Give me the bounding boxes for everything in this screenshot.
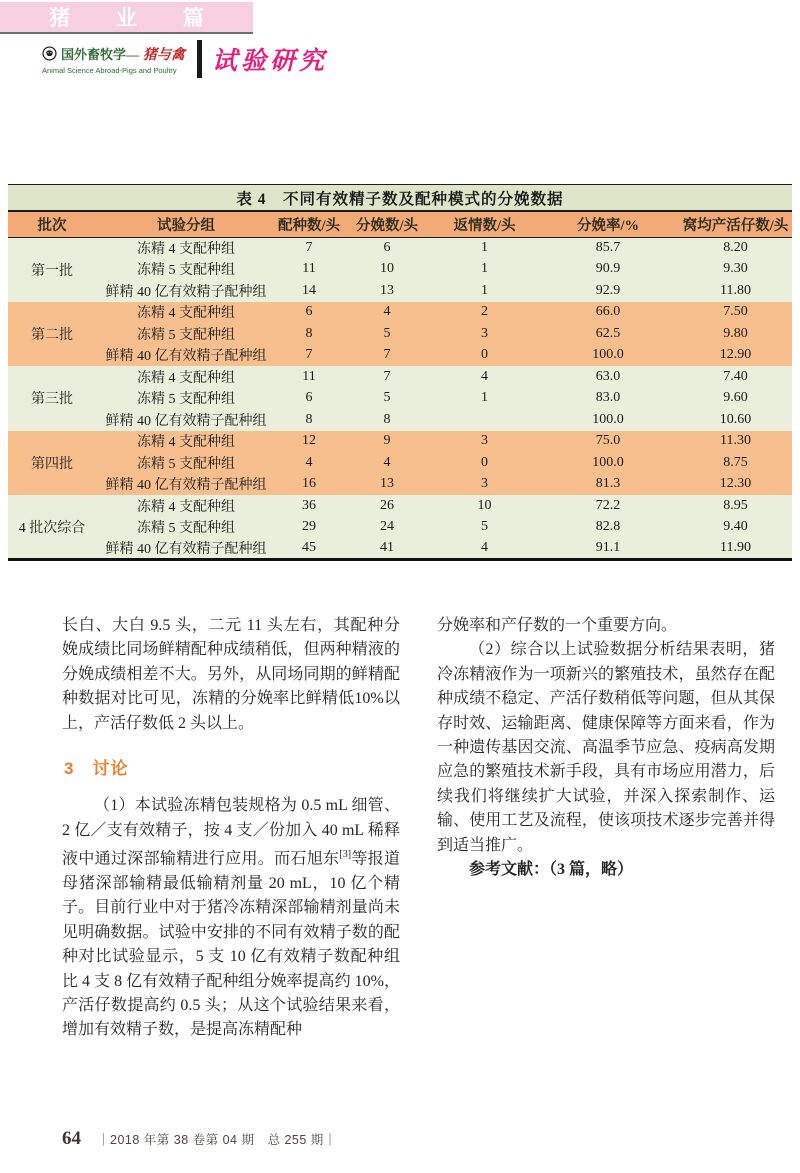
table-cell: 9.80 bbox=[679, 323, 792, 345]
table-cell: 鲜精 40 亿有效精子配种组 bbox=[96, 474, 276, 496]
table-cell: 8 bbox=[276, 409, 342, 431]
table-column-header: 分娩率/% bbox=[537, 212, 679, 237]
table-column-header: 批次 bbox=[8, 212, 96, 237]
journal-name-cn: 国外畜牧学— bbox=[61, 47, 140, 62]
table-cell: 冻精 4 支配种组 bbox=[96, 495, 276, 517]
table-cell: 29 bbox=[276, 517, 342, 539]
table-cell: 16 bbox=[276, 474, 342, 496]
table-cell: 8 bbox=[342, 409, 432, 431]
section-banner bbox=[0, 2, 253, 34]
table-cell: 10 bbox=[342, 259, 432, 281]
table-cell: 6 bbox=[276, 388, 342, 410]
table-cell: 11.30 bbox=[679, 431, 792, 453]
citation-marker: [3] bbox=[339, 849, 352, 861]
table-cell: 1 bbox=[432, 388, 537, 410]
paragraph bbox=[62, 794, 400, 1042]
table-cell: 85.7 bbox=[537, 237, 679, 259]
table-cell: 9.30 bbox=[679, 259, 792, 281]
table-cell: 8.20 bbox=[679, 237, 792, 259]
table-cell: 冻精 4 支配种组 bbox=[96, 237, 276, 259]
table-header-row bbox=[8, 212, 792, 237]
table-cell: 7 bbox=[276, 345, 342, 367]
table-cell bbox=[432, 409, 537, 431]
table-cell: 冻精 4 支配种组 bbox=[96, 302, 276, 324]
table-cell: 11.80 bbox=[679, 280, 792, 302]
table-cell: 11.90 bbox=[679, 538, 792, 560]
table-cell: 8.95 bbox=[679, 495, 792, 517]
table-cell: 3 bbox=[432, 431, 537, 453]
table-cell: 63.0 bbox=[537, 366, 679, 388]
table-cell: 鲜精 40 亿有效精子配种组 bbox=[96, 280, 276, 302]
table-cell: 冻精 5 支配种组 bbox=[96, 452, 276, 474]
table-column-header: 窝均产活仔数/头 bbox=[679, 212, 792, 237]
table-body bbox=[8, 237, 792, 560]
table-cell: 9.60 bbox=[679, 388, 792, 410]
table-cell: 11 bbox=[276, 366, 342, 388]
pig-logo-icon bbox=[42, 46, 57, 61]
batch-cell: 第一批 bbox=[8, 237, 96, 302]
batch-cell: 第四批 bbox=[8, 431, 96, 496]
table-cell: 12.90 bbox=[679, 345, 792, 367]
table-cell: 3 bbox=[432, 474, 537, 496]
issue-info: ｜2018 年第 38 卷第 04 期 总 255 期｜ bbox=[97, 1133, 337, 1147]
table-cell: 5 bbox=[342, 388, 432, 410]
table-cell: 90.9 bbox=[537, 259, 679, 281]
table-cell: 鲜精 40 亿有效精子配种组 bbox=[96, 538, 276, 560]
table-cell: 26 bbox=[342, 495, 432, 517]
table-cell: 100.0 bbox=[537, 452, 679, 474]
table-cell: 冻精 4 支配种组 bbox=[96, 366, 276, 388]
table-cell: 82.8 bbox=[537, 517, 679, 539]
table-cell: 冻精 5 支配种组 bbox=[96, 388, 276, 410]
table-cell: 7.50 bbox=[679, 302, 792, 324]
table-header-row bbox=[8, 212, 792, 237]
table-cell: 4 bbox=[276, 452, 342, 474]
journal-masthead bbox=[42, 40, 328, 78]
table-cell: 9 bbox=[342, 431, 432, 453]
table-cell: 8 bbox=[276, 323, 342, 345]
table-cell: 83.0 bbox=[537, 388, 679, 410]
batch-cell: 第三批 bbox=[8, 366, 96, 431]
table-cell: 24 bbox=[342, 517, 432, 539]
table-cell: 5 bbox=[432, 517, 537, 539]
section-banner-label: 猪 业 篇 bbox=[49, 7, 224, 30]
table-cell: 9.40 bbox=[679, 517, 792, 539]
farrowing-table bbox=[8, 212, 792, 561]
table-cell: 7.40 bbox=[679, 366, 792, 388]
body-column-right bbox=[437, 614, 775, 882]
table-cell: 72.2 bbox=[537, 495, 679, 517]
table-cell: 1 bbox=[432, 259, 537, 281]
table-cell: 92.9 bbox=[537, 280, 679, 302]
paragraph: 分娩率和产仔数的一个重要方向。 bbox=[437, 617, 678, 634]
table-cell: 冻精 4 支配种组 bbox=[96, 431, 276, 453]
column-label: 试验研究 bbox=[212, 48, 329, 75]
table-row bbox=[8, 280, 792, 302]
table-cell: 8.75 bbox=[679, 452, 792, 474]
table-cell: 5 bbox=[342, 323, 432, 345]
table-cell: 0 bbox=[432, 452, 537, 474]
table-4-wrap bbox=[8, 184, 792, 561]
table-column-header: 试验分组 bbox=[96, 212, 276, 237]
table-cell: 45 bbox=[276, 538, 342, 560]
table-cell: 13 bbox=[342, 280, 432, 302]
paragraph: 长白、大白 9.5 头，二元 11 头左右，其配种分娩成绩比同场鲜精配种成绩稍低，但两种精液的分娩成绩相差不大。另外，从同场同期的鲜精配种数据对比可见，冻精的分娩率比鲜精低10%以上，产活仔数低 2 头以上。 bbox=[62, 617, 400, 732]
paragraph: （2）综合以上试验数据分析结果表明，猪冷冻精液作为一项新兴的繁殖技术，虽然存在配种成绩不稳定、产活仔数稍低等问题，但从其保存时效、运输距离、健康保障等方面来看，作为一种遗传基因交流、高温季节应急、疫病高发期应急的繁殖技术新手段，具有市场应用潜力，后续我们将继续扩大试验，并深入探索制作、运输、使用工艺及流程，使该项技术逐步完善并得到适当推广。 bbox=[437, 641, 775, 854]
table-cell: 4 bbox=[342, 302, 432, 324]
table-cell: 7 bbox=[342, 345, 432, 367]
table-cell: 13 bbox=[342, 474, 432, 496]
references-note: 参考文献：（3 篇，略） bbox=[469, 861, 634, 879]
table-row bbox=[8, 495, 792, 517]
table-cell: 12.30 bbox=[679, 474, 792, 496]
table-cell: 10 bbox=[432, 495, 537, 517]
table-row bbox=[8, 474, 792, 496]
table-row bbox=[8, 431, 792, 453]
table-cell: 81.3 bbox=[537, 474, 679, 496]
table-cell: 7 bbox=[276, 237, 342, 259]
table-cell: 1 bbox=[432, 237, 537, 259]
table-cell: 鲜精 40 亿有效精子配种组 bbox=[96, 409, 276, 431]
table-cell: 100.0 bbox=[537, 345, 679, 367]
table-cell: 4 bbox=[342, 452, 432, 474]
table-title: 表 4 不同有效精子数及配种模式的分娩数据 bbox=[8, 185, 792, 212]
table-cell: 7 bbox=[342, 366, 432, 388]
table-cell: 冻精 5 支配种组 bbox=[96, 259, 276, 281]
table-row bbox=[8, 517, 792, 539]
table-row bbox=[8, 388, 792, 410]
table-row bbox=[8, 345, 792, 367]
table-cell: 66.0 bbox=[537, 302, 679, 324]
table-row bbox=[8, 237, 792, 259]
table-cell: 4 bbox=[432, 366, 537, 388]
table-cell: 3 bbox=[432, 323, 537, 345]
table-column-header: 分娩数/头 bbox=[342, 212, 432, 237]
journal-name-pigs-poultry: 猪与禽 bbox=[143, 47, 186, 63]
table-cell: 36 bbox=[276, 495, 342, 517]
table-cell: 11 bbox=[276, 259, 342, 281]
table-cell: 4 bbox=[432, 538, 537, 560]
table-cell: 41 bbox=[342, 538, 432, 560]
table-row bbox=[8, 323, 792, 345]
section-heading-discussion: 3 讨论 bbox=[64, 759, 129, 779]
table-column-header: 配种数/头 bbox=[276, 212, 342, 237]
table-cell: 冻精 5 支配种组 bbox=[96, 323, 276, 345]
table-row bbox=[8, 452, 792, 474]
table-cell: 100.0 bbox=[537, 409, 679, 431]
table-cell: 75.0 bbox=[537, 431, 679, 453]
table-cell: 6 bbox=[276, 302, 342, 324]
page-number: 64 bbox=[62, 1128, 81, 1149]
journal-logo-block bbox=[42, 40, 185, 78]
table-cell: 14 bbox=[276, 280, 342, 302]
table-cell: 1 bbox=[432, 280, 537, 302]
table-row bbox=[8, 409, 792, 431]
table-cell: 鲜精 40 亿有效精子配种组 bbox=[96, 345, 276, 367]
table-cell: 6 bbox=[342, 237, 432, 259]
table-row bbox=[8, 302, 792, 324]
journal-name-en: Animal Science Abroad-Pigs and Poultry bbox=[42, 65, 177, 75]
table-cell: 冻精 5 支配种组 bbox=[96, 517, 276, 539]
paragraph-text: （1）本试验冻精包装规格为 0.5 mL 细管、2 亿／支有效精子，按 4 支／份加入 40 mL 稀释液中通过深部输精进行应用。而石旭东 bbox=[62, 797, 400, 868]
body-column-left bbox=[62, 614, 400, 1043]
batch-cell: 第二批 bbox=[8, 302, 96, 367]
page-footer bbox=[62, 1128, 337, 1150]
table-cell: 12 bbox=[276, 431, 342, 453]
batch-cell: 4 批次综合 bbox=[8, 495, 96, 560]
table-row bbox=[8, 259, 792, 281]
table-cell: 91.1 bbox=[537, 538, 679, 560]
table-cell: 0 bbox=[432, 345, 537, 367]
table-column-header: 返情数/头 bbox=[432, 212, 537, 237]
masthead-divider bbox=[197, 40, 202, 78]
table-cell: 10.60 bbox=[679, 409, 792, 431]
paragraph-text: 等报道母猪深部输精最低输精剂量 20 mL，10 亿个精子。目前行业中对于猪冷冻精深部输精剂量尚未见明确数据。试验中安排的不同有效精子数的配种对比试验显示，5 支 10 亿有效精子数配种组比 4 支 8 亿有效精子配种组分娩率提高约 10%，产活仔数提高约 0.5 头；从这个试验结果来看，增加有效精子数，是提高冻精配种 bbox=[62, 850, 400, 1039]
table-cell: 62.5 bbox=[537, 323, 679, 345]
table-row bbox=[8, 366, 792, 388]
table-cell: 2 bbox=[432, 302, 537, 324]
table-row bbox=[8, 538, 792, 560]
